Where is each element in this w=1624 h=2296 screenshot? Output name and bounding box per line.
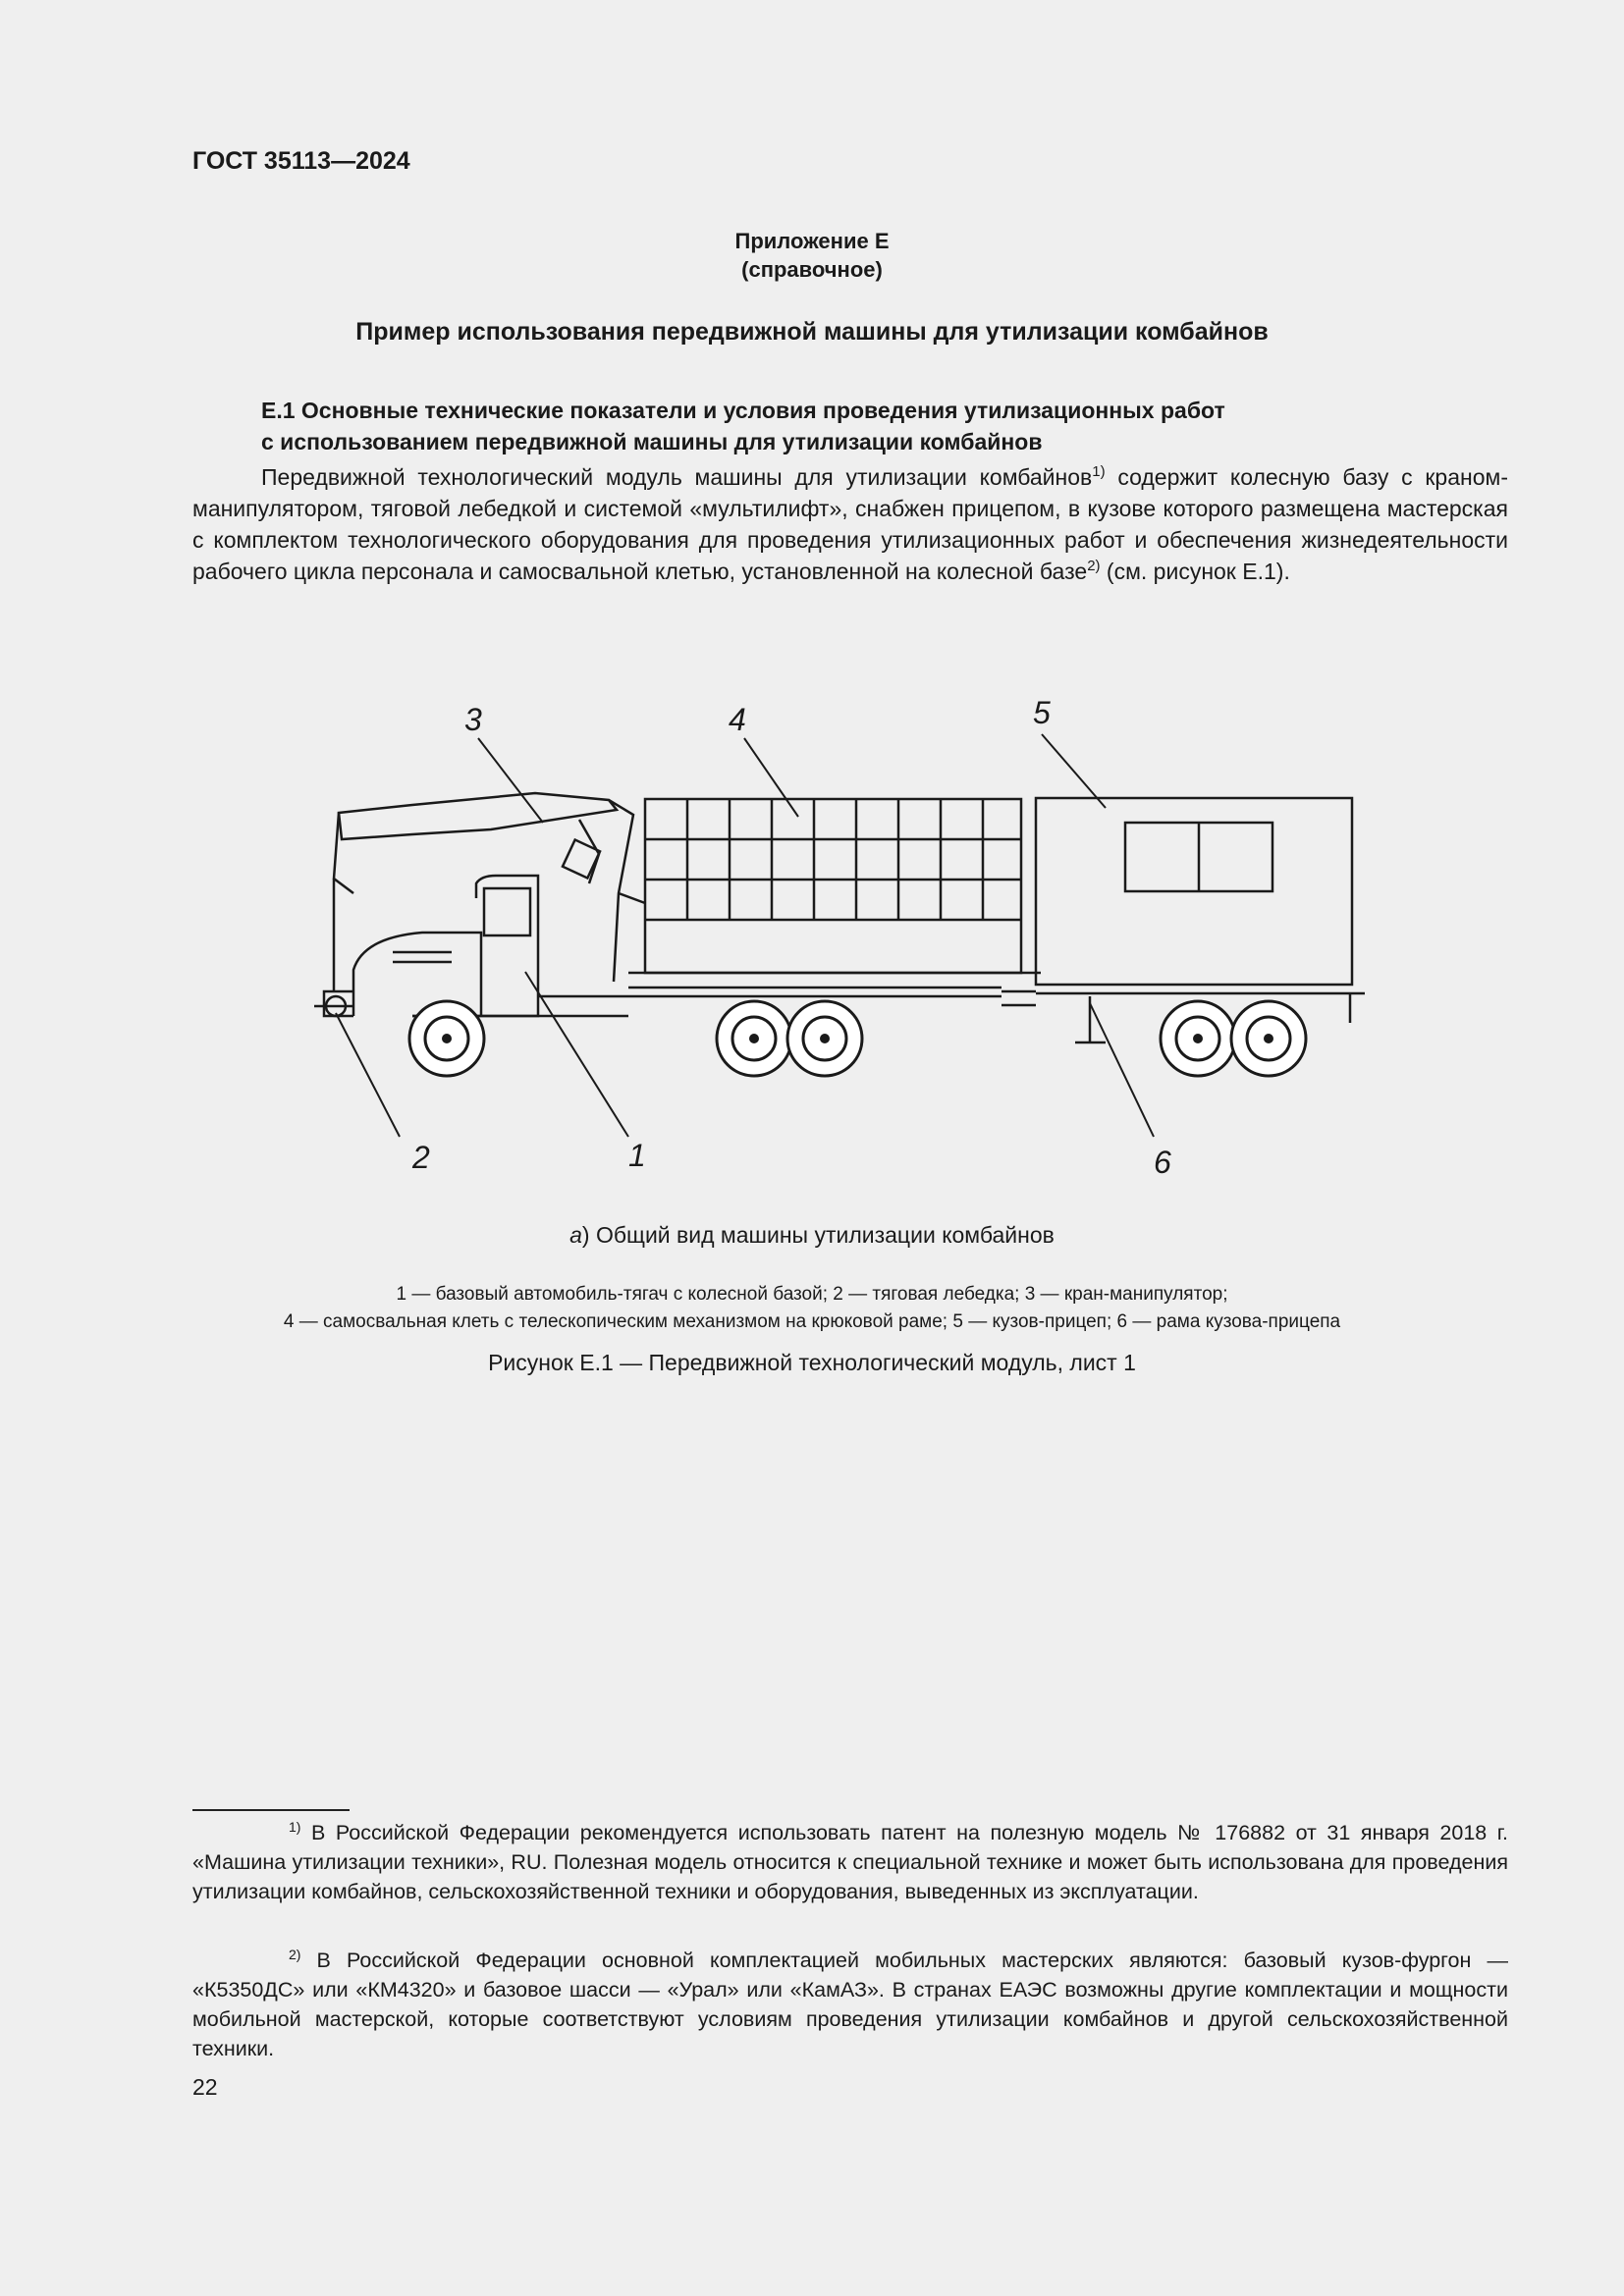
figure-caption: Рисунок Е.1 — Передвижной технологический модуль, лист 1 xyxy=(488,1350,1136,1375)
appendix-kind: (справочное) xyxy=(741,257,883,282)
section-title-line2: с использованием передвижной машины для утилизации комбайнов xyxy=(261,429,1043,454)
section-title-line1: Е.1 Основные технические показатели и условия проведения утилизационных работ xyxy=(261,398,1225,423)
callout-5: 5 xyxy=(1033,695,1051,730)
vehicle-drawing xyxy=(295,658,1394,1188)
para-part-3: (см. рисунок Е.1). xyxy=(1100,559,1290,584)
para-part-2: содержит колесную базу с краном-манипулятором, тяговой лебедкой и системой «мультилифт», снабжен прицепом, в кузове которого размещена мастерская с комплектом технологического оборудования для проведения утилизационных работ и обеспечения жизнедеятельности рабочего цикла персонала и самосвальной клетью, установленной на колесной базе xyxy=(192,464,1508,584)
para-part-1: Передвижной технологический модуль машины для утилизации комбайнов xyxy=(261,464,1093,490)
cage-body xyxy=(645,799,1021,973)
callout-3: 3 xyxy=(464,702,482,737)
footnote-ref-1: 1) xyxy=(1092,463,1106,480)
appendix-heading: Пример использования передвижной машины для утилизации комбайнов xyxy=(355,318,1269,346)
subcaption-letter: а xyxy=(569,1222,582,1248)
figure-legend xyxy=(0,1281,1624,1336)
footnote-1-text: В Российской Федерации рекомендуется использовать патент на полезную модель № 176882 от 31 января 2018 г. «Машина утилизации техники», RU. Полезная модель относится к специальной технике и может быть использована для проведения утилизации комбайнов, сельскохозяйственной техники и оборудования, выведенных из эксплуатации. xyxy=(192,1821,1508,1903)
footnote-2-text: В Российской Федерации основной комплектацией мобильных мастерских являются: базовый кузов-фургон — «К5350ДС» или «КМ4320» и базовое шасси — «Урал» или «КамАЗ». В странах ЕАЭС возможны другие комплектации и мощности мобильной мастерской, которые соответствуют условиям проведения утилизации комбайнов и другой сельскохозяйственной техники. xyxy=(192,1949,1508,2060)
figure-subcaption xyxy=(0,1222,1624,1249)
vehicle-figure xyxy=(295,658,1394,1188)
callout-1: 1 xyxy=(628,1138,646,1173)
callout-2: 2 xyxy=(412,1140,430,1175)
document-code: ГОСТ 35113—2024 xyxy=(192,147,410,175)
footnote-2-mark: 2) xyxy=(289,1947,301,1962)
footnote-separator xyxy=(192,1809,350,1811)
footnote-ref-2: 2) xyxy=(1087,558,1101,574)
section-paragraph xyxy=(192,461,1508,587)
callout-6: 6 xyxy=(1154,1145,1171,1180)
callout-4: 4 xyxy=(729,702,746,737)
footnote-2 xyxy=(192,1946,1508,2063)
appendix-title: Приложение Е xyxy=(734,229,890,253)
legend-line-1: 1 — базовый автомобиль-тягач с колесной базой; 2 — тяговая лебедка; 3 — кран-манипулятор; xyxy=(396,1284,1228,1305)
footnote-1 xyxy=(192,1818,1508,1906)
legend-line-2: 4 — самосвальная клеть с телескопическим механизмом на крюковой раме; 5 — кузов-прицеп; 6 — рама кузова-прицепа xyxy=(283,1311,1341,1332)
page-number: 22 xyxy=(192,2074,218,2100)
footnote-1-mark: 1) xyxy=(289,1819,301,1835)
subcaption-text: ) Общий вид машины утилизации комбайнов xyxy=(581,1222,1055,1248)
